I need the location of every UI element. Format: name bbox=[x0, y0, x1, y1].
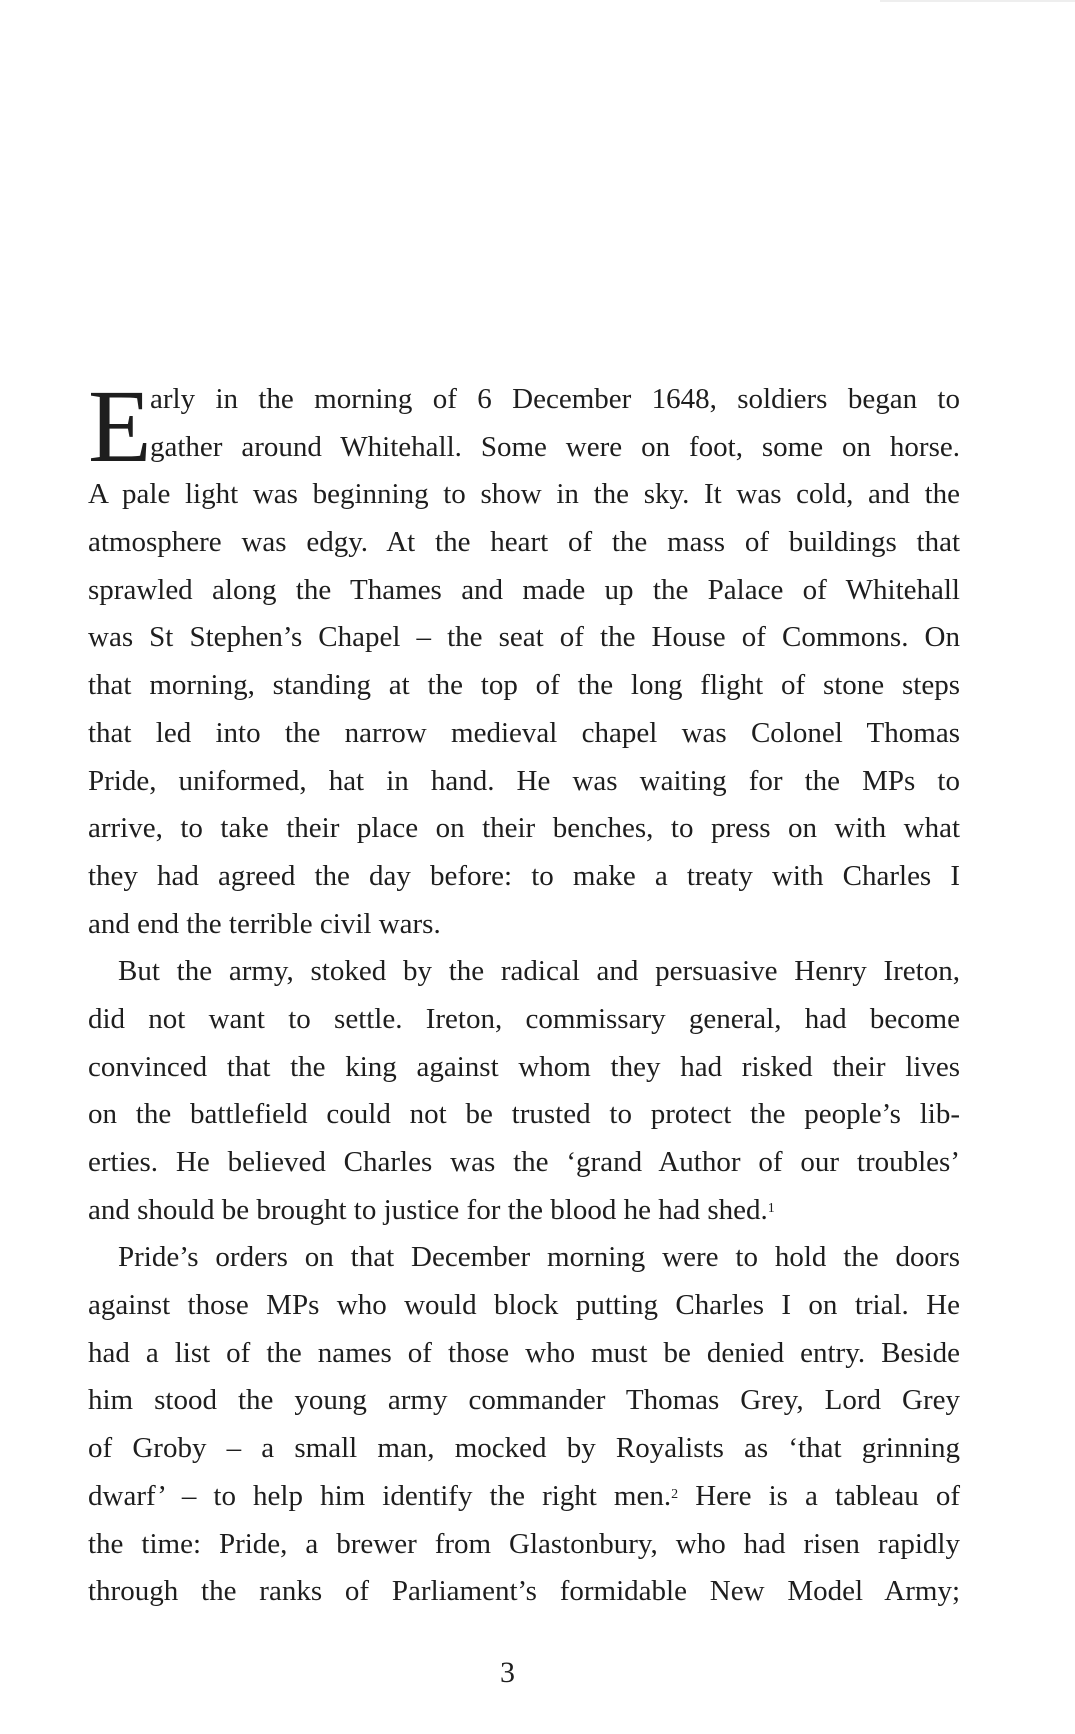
line-text: and end the terrible civil wars. bbox=[88, 907, 441, 940]
scan-edge bbox=[880, 0, 1075, 2]
text-line bbox=[88, 567, 960, 615]
footnote-marker[interactable]: 2 bbox=[671, 1486, 679, 1502]
line-text: through the ranks of Parliament’s formidable New Model Army; bbox=[88, 1575, 960, 1608]
body-text bbox=[88, 369, 960, 1616]
line-text: on the battlefield could not be trusted to protect the people’s lib- bbox=[88, 1098, 960, 1131]
line-text: atmosphere was edgy. At the heart of the mass of buildings that bbox=[88, 526, 960, 559]
text-line bbox=[88, 1044, 960, 1092]
line-text: and should be brought to justice for the blood he had shed. bbox=[88, 1193, 768, 1226]
text-line bbox=[88, 1377, 960, 1425]
line-text: Pride, uniformed, hat in hand. He was waiting for the MPs to bbox=[88, 764, 960, 797]
text-line bbox=[88, 662, 960, 710]
text-line bbox=[88, 948, 960, 996]
line-text: against those MPs who would block putting Charles I on trial. He bbox=[88, 1289, 960, 1322]
line-text: did not want to settle. Ireton, commissary general, had become bbox=[88, 1002, 960, 1035]
text-line bbox=[88, 1330, 960, 1378]
line-text: him stood the young army commander Thomas Grey, Lord Grey bbox=[88, 1384, 960, 1417]
line-text: But the army, stoked by the radical and persuasive Henry Ireton, bbox=[118, 955, 960, 988]
text-line bbox=[88, 614, 960, 662]
text-line bbox=[88, 1425, 960, 1473]
line-text: gather around Whitehall. Some were on foot, some on horse. bbox=[150, 430, 960, 463]
text-line bbox=[88, 1091, 960, 1139]
line-text: that morning, standing at the top of the long flight of stone steps bbox=[88, 669, 960, 702]
page-number: 3 bbox=[500, 1656, 515, 1689]
text-line bbox=[88, 424, 960, 472]
line-text: was St Stephen’s Chapel – the seat of the House of Commons. On bbox=[88, 621, 960, 654]
line-text: dwarf’ – to help him identify the right men. bbox=[88, 1479, 672, 1512]
text-line bbox=[88, 471, 960, 519]
text-line bbox=[88, 996, 960, 1044]
text-line bbox=[88, 1568, 960, 1616]
drop-cap: E bbox=[88, 369, 152, 484]
text-line bbox=[88, 805, 960, 853]
text-line bbox=[88, 1473, 960, 1521]
line-text: arrive, to take their place on their benches, to press on with what bbox=[88, 812, 960, 845]
text-line bbox=[88, 1139, 960, 1187]
text-line bbox=[88, 376, 960, 424]
line-text: Pride’s orders on that December morning were to hold the doors bbox=[118, 1241, 960, 1274]
line-text: they had agreed the day before: to make a treaty with Charles I bbox=[88, 859, 960, 892]
line-text: arly in the morning of 6 December 1648, soldiers began to bbox=[150, 383, 960, 415]
line-text: A pale light was beginning to show in the sky. It was cold, and the bbox=[88, 478, 960, 511]
line-text: sprawled along the Thames and made up the Palace of Whitehall bbox=[88, 573, 960, 606]
text-line bbox=[88, 853, 960, 901]
line-text: that led into the narrow medieval chapel was Colonel Thomas bbox=[88, 716, 960, 749]
line-text: of Groby – a small man, mocked by Royalists as ‘that grinning bbox=[88, 1432, 960, 1465]
line-text-continued: Here is a tableau of bbox=[678, 1479, 960, 1512]
text-line bbox=[88, 710, 960, 758]
text-line bbox=[88, 1282, 960, 1330]
line-text: erties. He believed Charles was the ‘grand Author of our troubles’ bbox=[88, 1146, 960, 1178]
line-text: convinced that the king against whom they had risked their lives bbox=[88, 1050, 960, 1083]
text-line bbox=[88, 901, 960, 949]
text-line bbox=[88, 1187, 960, 1235]
text-line bbox=[88, 1521, 960, 1569]
text-line bbox=[88, 1234, 960, 1282]
footnote-marker[interactable]: 1 bbox=[767, 1200, 775, 1216]
line-text: the time: Pride, a brewer from Glastonbury, who had risen rapidly bbox=[88, 1527, 960, 1560]
text-line bbox=[88, 758, 960, 806]
text-line bbox=[88, 519, 960, 567]
line-text: had a list of the names of those who must be denied entry. Beside bbox=[88, 1336, 960, 1369]
